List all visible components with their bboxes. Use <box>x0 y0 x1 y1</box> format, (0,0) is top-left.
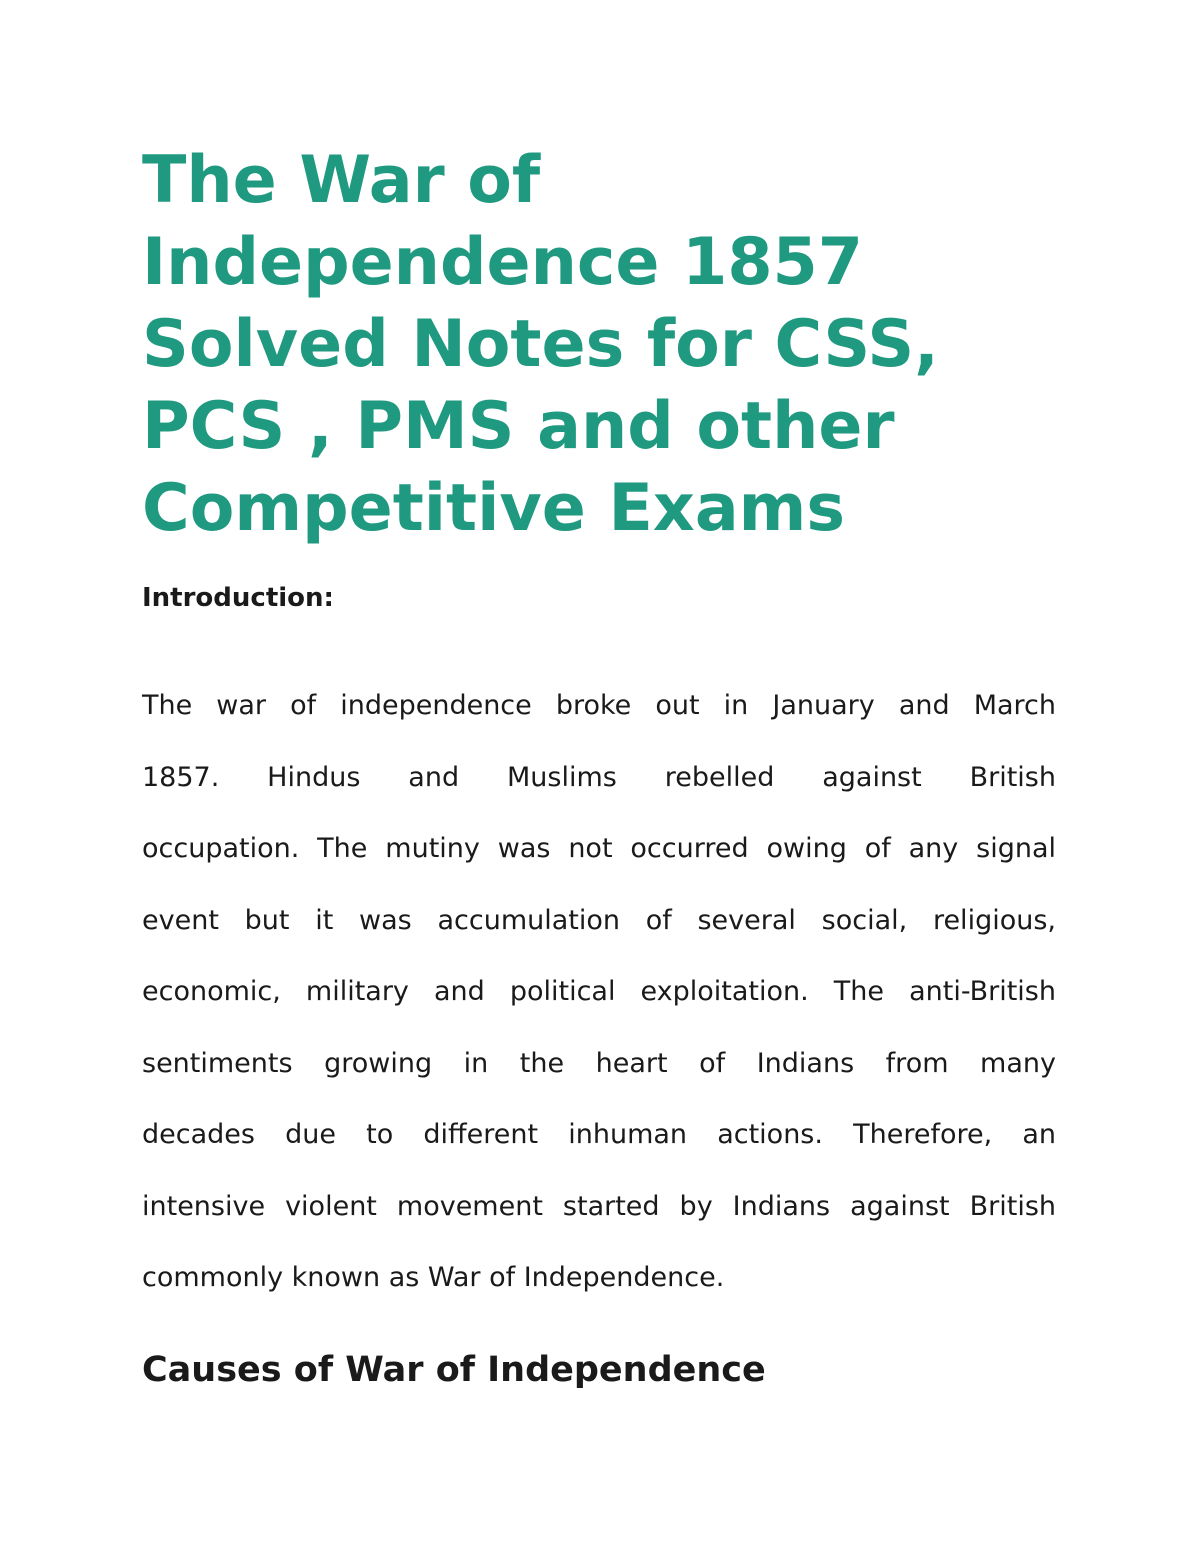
title-line: The War of <box>142 143 541 218</box>
paragraph-line: 1857. Hindus and Muslims rebelled against British <box>142 761 1056 793</box>
paragraph-line: economic, military and political exploitation. The anti-British <box>142 976 1056 1007</box>
paragraph-line: event but it was accumulation of several social, religious, <box>142 904 1056 936</box>
title-line: Competitive Exams <box>142 471 846 546</box>
introduction-paragraph <box>142 670 1056 1314</box>
causes-section-heading: Causes of War of Independence <box>142 1350 766 1390</box>
introduction-heading: Introduction: <box>142 583 334 613</box>
paragraph-line: The war of independence broke out in January and March <box>142 690 1056 721</box>
paragraph-line: sentiments growing in the heart of Indians from many <box>142 1047 1056 1079</box>
paragraph-line: intensive violent movement started by Indians against British <box>142 1190 1056 1222</box>
title-line: Independence 1857 <box>142 225 863 300</box>
title-line: PCS , PMS and other <box>142 389 895 464</box>
title-line: Solved Notes for CSS, <box>142 307 939 382</box>
document-title <box>142 140 1102 550</box>
paragraph-line: commonly known as War of Independence. <box>142 1262 725 1293</box>
paragraph-line: occupation. The mutiny was not occurred owing of any signal <box>142 833 1056 864</box>
paragraph-line: decades due to different inhuman actions. Therefore, an <box>142 1119 1056 1150</box>
